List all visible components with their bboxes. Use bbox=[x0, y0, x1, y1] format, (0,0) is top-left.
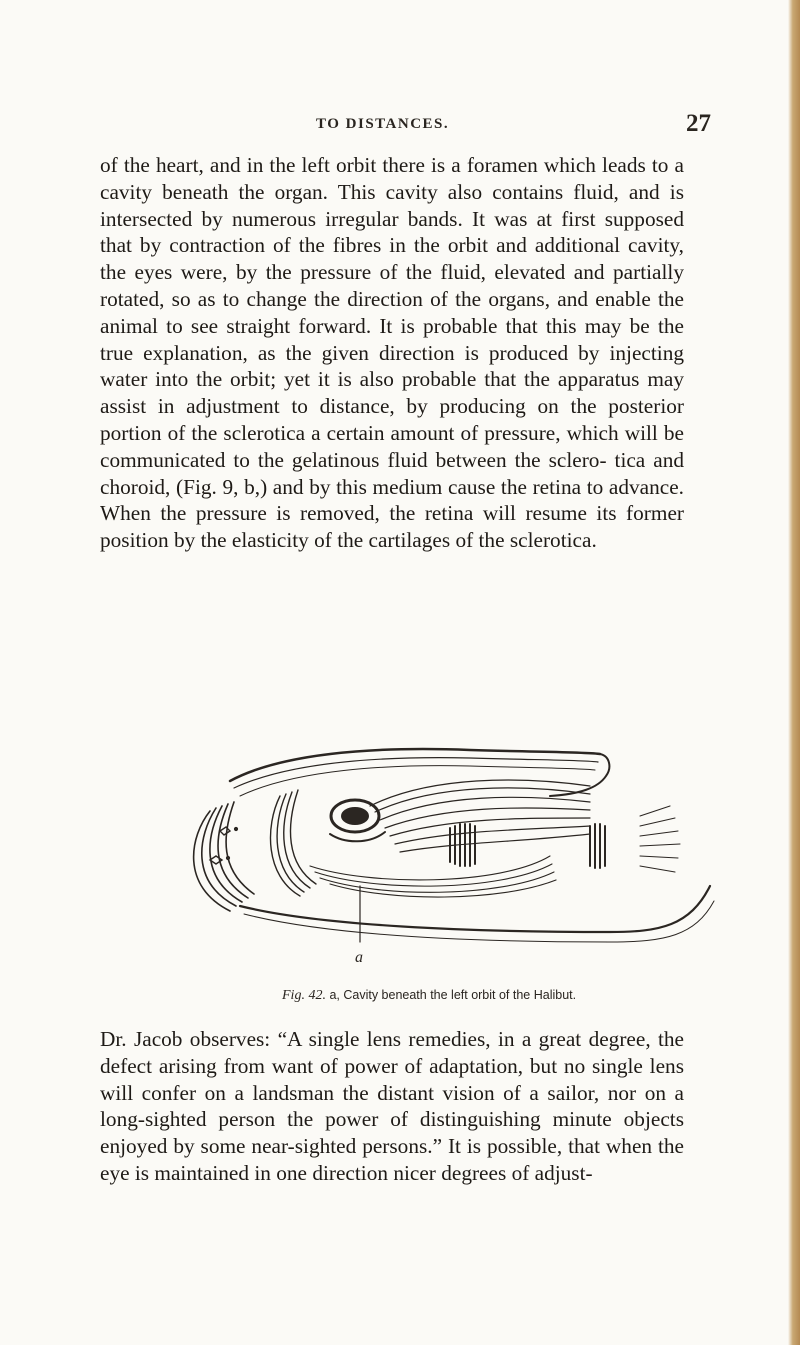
running-head bbox=[0, 110, 800, 140]
figure-caption bbox=[282, 988, 702, 1004]
halibut-orbit-engraving bbox=[170, 736, 720, 972]
page-edge bbox=[788, 0, 800, 1345]
body-paragraph-2: Dr. Jacob observes: “A single lens remedies, in a great degree, the defect arising from want of power of adaptation, but no single lens will confer on a landsman the distant vision of a sailor, nor on a long-sighted person the power of distinguishing minute objects enjoyed by some near-sighted persons.” It is possible, that when the eye is maintained in one direction nicer degrees of adjust- bbox=[100, 1027, 684, 1185]
body-paragraph-1: of the heart, and in the left orbit there is a foramen which leads to a cavity beneath the organ. This cavity also contains fluid, and is intersected by numerous irregular bands. It was at first supposed that by contraction of the fibres in the orbit and additional cavity, the eyes were, by the pressure of the fluid, elevated and partially rotated, so as to change the direction of the organs, and enable the animal to see straight forward. It is probable that this may be the true explanation, as the given direction is produced by injecting water into the orbit; yet it is also probable that the apparatus may assist in adjustment to distance, by producing on the posterior portion of the sclerotica a certain amount of pressure, which will be communicated to the gelatinous fluid between the sclero- tica and choroid, (Fig. 9, b,) and by this medium cause the retina to advance. When the pressure is removed, the retina will resume its former position by the elasticity of the cartilages of the sclerotica. bbox=[100, 153, 684, 553]
page-number: 27 bbox=[686, 110, 711, 137]
figure-caption-label: Fig. 42. bbox=[282, 988, 326, 1003]
figure-letter-a: a bbox=[355, 949, 363, 966]
figure-caption-text: a, Cavity beneath the left orbit of the Halibut. bbox=[329, 988, 577, 1002]
running-head-title: TO DISTANCES. bbox=[316, 116, 450, 132]
